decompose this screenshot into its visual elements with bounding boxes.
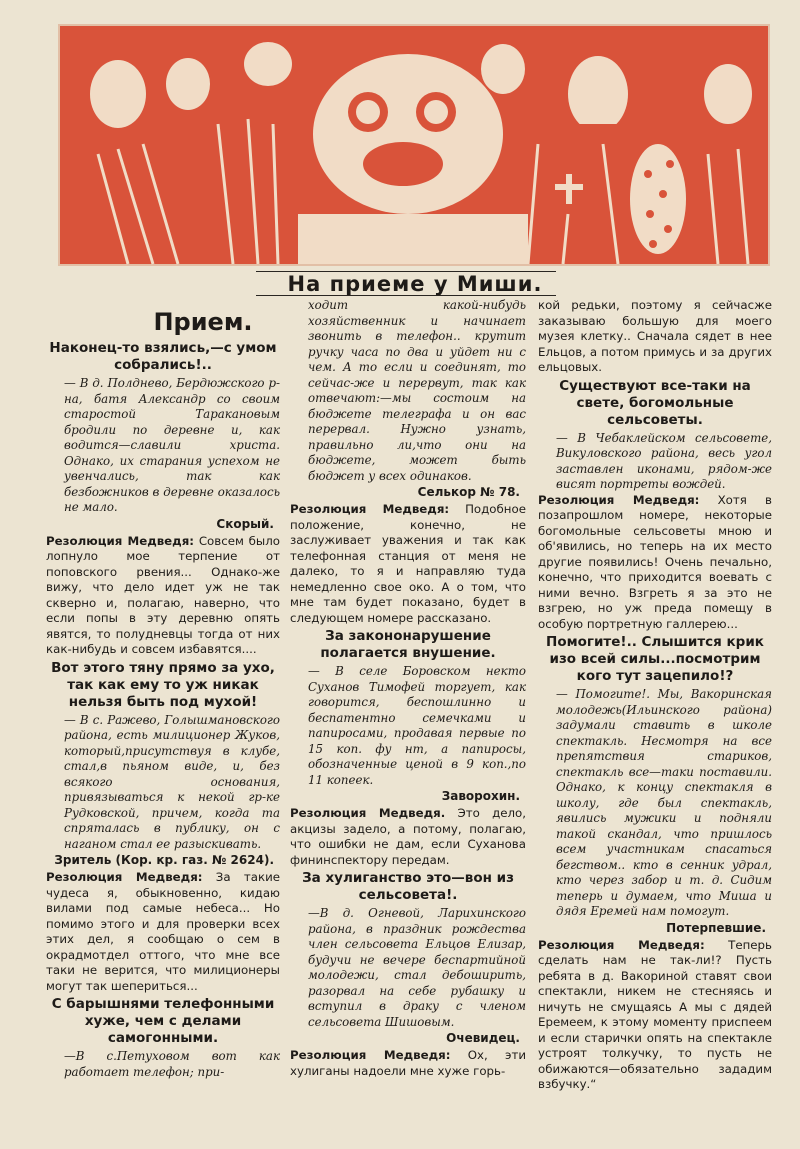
article-text: — В д. Полднево, Бердюжского р-на, батя Александр со своим старостой Таракановым бродили по деревне и, как водится—славили христа. Однако, их старания успехом не увенчались, так как безбожников в деревне оказалось не мало.: [64, 376, 280, 514]
resolution-text: [46, 534, 280, 658]
article-headline: Вот этого тяну прямо за ухо, так как ему то уж никак нельзя быть под мухой!: [51, 659, 275, 710]
article-signature: Селькор № 78.: [417, 485, 520, 499]
article-signature: Скорый.: [216, 516, 274, 531]
article-headline: Помогите!.. Слышится крик изо всей силы...посмотрим кого тут зацепило!?: [546, 634, 764, 684]
article-headline: С барышнями телефонными хуже, чем с делами самогонными.: [51, 996, 275, 1046]
column-1: [46, 298, 280, 1118]
resolution-text: [46, 870, 280, 994]
resolution-body: Совсем было лопнуло мое терпение от поповского рвения... Однако-же вижу, что дело идет уж не так скверно и, полагаю, наверно, что если попы в эту деревню опять явятся, то полудневцы тогда от них как-нибудь и совсем избавятся....: [46, 533, 281, 656]
column-2: [290, 298, 526, 1118]
article-text: — В селе Боровском некто Суханов Тимофей торгует, как говорится, беспошлинно и беспатентно семечками и папиросами, продавая первые по 15 коп. фу нт, а папиросы, обозначенные ценой в 9 коп.,по 11 копеек.: [308, 664, 526, 787]
article-headline: За хулиганство это—вон из сельсовета!.: [302, 870, 514, 903]
headline-rule-bottom: [256, 295, 556, 296]
resolution-text: [538, 938, 772, 1093]
article-headline: Наконец-то взялись,—с умом собрались!..: [49, 340, 277, 373]
resolution-continuation: кой редьки, поэтому я сейчасже заказываю большую для моего музея клетку.. Сначала сядет в нее Ельцов, а потом примусь и за других ельцовых.: [538, 298, 772, 374]
resolution-label: Резолюция Медведя.: [290, 806, 446, 820]
resolution-body: Это дело, акцизы задело, а потому, полагаю, что ошибки не дам, если Суханова фининспектору передам.: [290, 806, 527, 867]
article-text: ходит какой-нибудь хозяйственник и начинает звонить в телефон.. крутит ручку часа по два и уйдет ни с чем. А то если и соединят, то сейчас-же и перервут, так как отвечают:—мы состоим на бюджете телеграфа и он вас перервал. Нужно узнать, правильно ли,что они на бюджете, может быть бюджет у всех одинаков.: [308, 298, 526, 483]
resolution-label: Резолюция Медведя:: [290, 1048, 451, 1062]
article-text: —В д. Огневой, Ларихинского района, в праздник рождества член сельсовета Ельцов Елизар, будучи не вечере беспартийной молодежи, стал дебоширить, разорвал на себе рубашку и вступил в драку с членом сельсовета Шишовым.: [308, 906, 526, 1029]
resolution-label: Резолюция Медведя:: [46, 870, 203, 884]
resolution-label: Резолюция Медведя:: [538, 937, 705, 952]
column-3: [538, 298, 772, 1091]
resolution-body: Хотя в позапрошлом номере, некоторые богомольные сельсоветы мною и об'явились, но теперь на их место другие появились! Очень печально, конечно, что приходится воевать с ними вечно. Взгреть я за это не взгрею, но уж преда помещу в особую портретную галлерею...: [538, 492, 772, 631]
resolution-label: Резолюция Медведя:: [46, 533, 195, 548]
article-headline: Существуют все-таки на свете, богомольные сельсоветы.: [559, 377, 751, 428]
article-headline: За закононарушение полагается внушение.: [320, 628, 496, 661]
resolution-body: Ох, эти хулиганы надоели мне хуже горь-: [290, 1048, 526, 1078]
article-signature: Заворохин.: [441, 789, 520, 803]
article-text: — Помогите!. Мы, Вакоринская молодежь(Ильинского района) задумали ставить в школе спектакль. Несмотря на все препятствия стариков, спектакль все—таки поставили. Однако, к концу спектакля в школу, где был спектакль, явились мужики и подняли такой скандал, что пришлось всем участникам спасаться бегством.. кто в сенник удрал, кто через забор и т. д. Сидим теперь и думаем, что Миша и дядя Еремей нам помогут.: [556, 687, 772, 918]
resolution-body: За такие чудеса я, обыкновенно, кидаю вилами под самые небеса... Но помимо этого и для проверки всех этих дел, я сообщаю о сем в окрадмотдел оттого, что мне все таки не верится, что милиционеры могут так шепериться...: [46, 870, 281, 993]
article-text: — В Чебаклейском сельсовете, Викуловского района, весь угол заставлен иконами, рядом-же висят портреты вождей.: [556, 430, 772, 491]
resolution-body: Теперь сделать нам не так-ли!? Пусть ребята в д. Вакориной ставят свои спектакли, никем не стесняясь и ничуть не смущаясь А мы с дядей Еремеем, к этому моменту приспеем и если старички опять на спектакле устроят толкучку, то пусть не обижаются—обязательно зададим взбучку.“: [538, 937, 772, 1091]
article-text: — В с. Ражево, Голышмановского района, есть милиционер Жуков, который,присутствуя в клубе, стал,в пьяном виде, и, без всякого основания, привязываться к некой гр-ке Рудковской, причем, когда та спряталась в публику, он с наганом стал ее разыскивать.: [64, 712, 280, 851]
resolution-body: Подобное положение, конечно, не заслуживает уважения и так как телефонная станция от меня не далеко, то я и направляю туда немедленно свое око. А о том, что мне там будет показано, будет в следующем номере рассказано.: [290, 502, 526, 625]
resolution-text: [290, 502, 526, 626]
resolution-label: Резолюция Медведя:: [538, 492, 700, 507]
article-signature: Потерпевшие.: [666, 920, 766, 935]
article-signature: Очевидец.: [446, 1031, 520, 1045]
resolution-text: [290, 806, 526, 868]
resolution-text: [538, 493, 772, 633]
article-text: —В с.Петуховом вот как работает телефон; при-: [64, 1049, 280, 1079]
page-headline: На приеме у Миши.: [287, 272, 543, 296]
section-title: Прием.: [153, 308, 253, 336]
woodcut-illustration-icon: [58, 24, 770, 266]
resolution-text: [290, 1048, 526, 1079]
resolution-label: Резолюция Медведя:: [290, 502, 450, 516]
article-signature: Зритель (Кор. кр. газ. № 2624).: [54, 853, 274, 867]
